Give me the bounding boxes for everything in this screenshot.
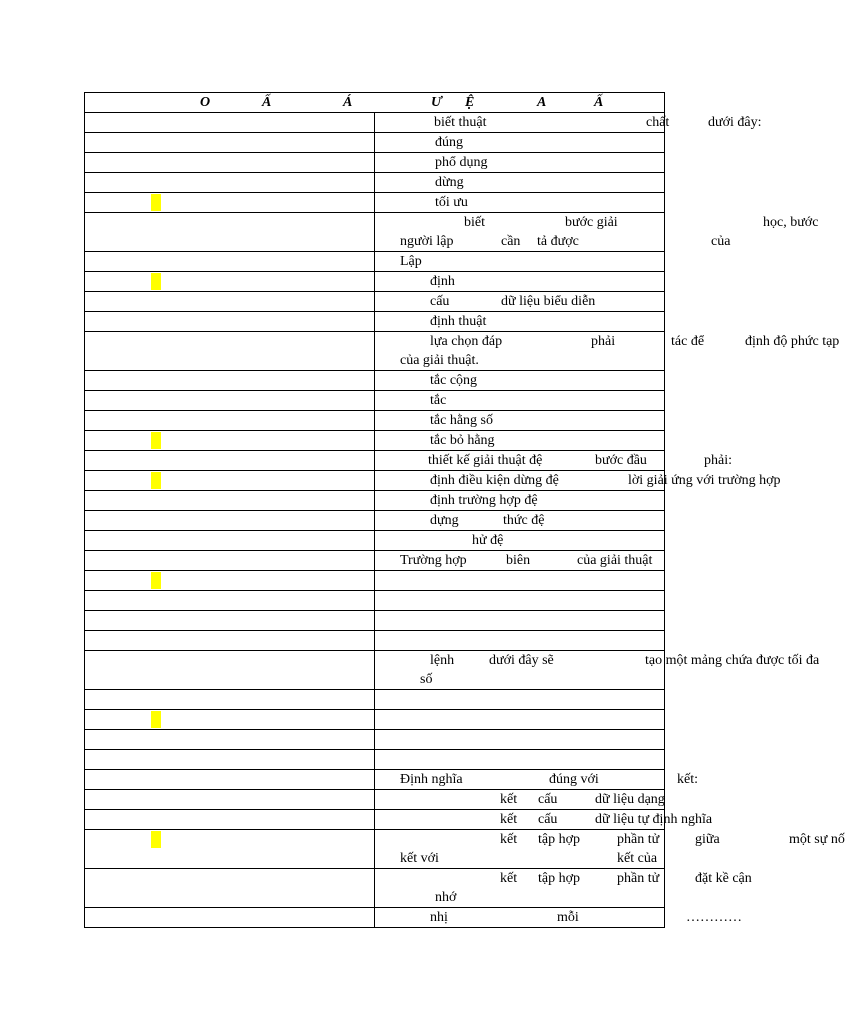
text-line (375, 810, 713, 829)
answer-key-cell (85, 272, 375, 292)
answer-key-cell (85, 332, 375, 371)
question-text-cell (375, 810, 713, 830)
question-row (85, 371, 665, 391)
answer-key-cell (85, 531, 375, 551)
answer-key-cell (85, 292, 375, 312)
question-row (85, 431, 665, 451)
answer-key-cell (85, 391, 375, 411)
text-line (375, 790, 664, 809)
question-text-cell (375, 471, 781, 491)
text-line (375, 611, 664, 630)
text-fragment: định trường hợp đệ (430, 493, 538, 508)
question-text-cell (375, 511, 665, 531)
text-fragment: biết thuật (434, 115, 487, 130)
text-line (375, 730, 664, 749)
text-fragment: tắc cộng (430, 373, 478, 388)
question-row (85, 690, 665, 710)
text-fragment: ………… (686, 910, 742, 925)
text-line (375, 173, 664, 192)
text-line (375, 292, 664, 311)
text-fragment: đúng với (549, 772, 599, 787)
answer-key-cell (85, 173, 375, 193)
text-fragment: kết: (677, 772, 698, 787)
text-line (375, 312, 664, 331)
text-fragment: Trường hợp (400, 553, 467, 568)
answer-key-cell (85, 690, 375, 710)
question-row (85, 730, 665, 750)
header-title-fragment: A (537, 95, 547, 110)
question-row (85, 113, 665, 133)
text-fragment: cấu (538, 792, 558, 807)
text-fragment: lệnh (430, 653, 455, 668)
text-fragment: tập hợp (538, 871, 581, 886)
answer-highlight-marker (151, 273, 161, 290)
answer-table (84, 92, 845, 928)
text-line (375, 431, 664, 450)
text-line (375, 471, 781, 490)
answer-key-cell (85, 431, 375, 451)
question-row (85, 770, 665, 790)
text-fragment: thiết kế giải thuật đệ (428, 453, 543, 468)
question-row (85, 312, 665, 332)
text-line (375, 551, 664, 570)
question-text-cell (375, 431, 665, 451)
text-line (375, 252, 664, 271)
answer-highlight-marker (151, 831, 161, 848)
text-fragment: tắc hằng số (430, 413, 493, 428)
text-fragment: Lập (400, 254, 422, 269)
text-fragment: một sự nố (789, 832, 845, 847)
text-line (375, 531, 664, 550)
question-text-cell (375, 332, 840, 371)
text-line (375, 849, 664, 868)
text-fragment: thức đệ (503, 513, 545, 528)
text-fragment: tập hợp (538, 832, 581, 847)
question-row (85, 471, 665, 491)
answer-highlight-marker (151, 472, 161, 489)
text-fragment: định độ phức tạp (745, 334, 840, 349)
answer-key-cell (85, 810, 375, 830)
question-text-cell (375, 411, 665, 431)
text-fragment: người lập (400, 234, 454, 249)
question-row (85, 292, 665, 312)
question-text-cell (375, 193, 665, 213)
text-fragment: cấu (430, 294, 450, 309)
question-text-cell (375, 113, 762, 133)
text-fragment: bước đầu (595, 453, 647, 468)
question-row (85, 411, 665, 431)
question-row (85, 511, 665, 531)
answer-highlight-marker (151, 711, 161, 728)
text-fragment: chất (646, 115, 670, 130)
question-text-cell (375, 750, 665, 770)
question-row (85, 173, 665, 193)
question-text-cell (375, 213, 819, 252)
answer-key-cell (85, 312, 375, 332)
text-fragment: kết (500, 792, 518, 807)
text-fragment: nhị (430, 910, 448, 925)
question-text-cell (375, 173, 665, 193)
text-line (375, 351, 664, 370)
text-fragment: của giải thuật (577, 553, 653, 568)
question-row (85, 332, 665, 371)
question-row (85, 213, 665, 252)
text-fragment: kết của (617, 851, 658, 866)
question-text-cell (375, 830, 845, 869)
answer-key-cell (85, 790, 375, 810)
text-line (375, 133, 664, 152)
answer-key-cell (85, 511, 375, 531)
question-row (85, 651, 665, 690)
question-row (85, 750, 665, 770)
header-title-fragment: Ấ (262, 95, 272, 110)
answer-key-cell (85, 411, 375, 431)
text-fragment: bước giải (565, 215, 618, 230)
text-line (375, 451, 732, 470)
question-row (85, 611, 665, 631)
text-line (375, 371, 664, 390)
text-fragment: tạo một mảng chứa được tối đa (645, 653, 820, 668)
question-text-cell (375, 312, 665, 332)
text-fragment: tắc (430, 393, 447, 408)
text-fragment: tắc bỏ hằng (430, 433, 495, 448)
answer-key-cell (85, 371, 375, 391)
text-fragment: dựng (430, 513, 459, 528)
text-line (375, 113, 762, 132)
answer-key-cell (85, 491, 375, 511)
question-text-cell (375, 252, 665, 272)
text-line (375, 332, 840, 351)
text-line (375, 591, 664, 610)
answer-key-cell (85, 869, 375, 908)
text-fragment: dữ liệu dạng (595, 792, 665, 807)
answer-key-cell (85, 193, 375, 213)
question-row (85, 571, 665, 591)
text-fragment: của giải thuật. (400, 353, 479, 368)
text-line (375, 153, 664, 172)
header-title-fragment: Á (343, 95, 353, 110)
header-title-fragment: Ấ (594, 95, 604, 110)
answer-highlight-marker (151, 572, 161, 589)
answer-key-cell (85, 750, 375, 770)
text-fragment: phần tử (617, 832, 660, 847)
text-fragment: học, bước (763, 215, 819, 230)
question-text-cell (375, 631, 665, 651)
text-fragment: giữa (695, 832, 720, 847)
question-row (85, 133, 665, 153)
question-row (85, 252, 665, 272)
text-fragment: lựa chọn đáp (430, 334, 503, 349)
text-fragment: dừng (435, 175, 464, 190)
answer-key-cell (85, 611, 375, 631)
question-text-cell (375, 451, 732, 471)
question-text-cell (375, 710, 665, 730)
answer-key-cell (85, 153, 375, 173)
text-fragment: định thuật (430, 314, 487, 329)
answer-key-cell (85, 710, 375, 730)
text-fragment: Định nghĩa (400, 772, 463, 787)
question-row (85, 491, 665, 511)
text-fragment: biên (506, 553, 531, 568)
question-text-cell (375, 491, 665, 511)
text-line (375, 690, 664, 709)
question-row (85, 153, 665, 173)
text-fragment: cần (501, 234, 521, 249)
text-line (375, 391, 664, 410)
question-row (85, 830, 665, 869)
text-fragment: kết với (400, 851, 439, 866)
question-text-cell (375, 391, 665, 411)
text-line (375, 750, 664, 769)
header-row (85, 93, 665, 113)
text-line (375, 710, 664, 729)
text-line (375, 908, 742, 927)
text-fragment: biết (464, 215, 485, 230)
question-row (85, 391, 665, 411)
question-text-cell (375, 153, 665, 173)
text-fragment: của (711, 234, 731, 249)
header-title-fragment: Ư (431, 95, 442, 110)
text-line (375, 571, 664, 590)
text-fragment: mỗi (557, 910, 579, 925)
text-fragment: kết (500, 871, 518, 886)
question-row (85, 810, 665, 830)
answer-key-cell (85, 252, 375, 272)
answer-highlight-marker (151, 432, 161, 449)
answer-key-cell (85, 730, 375, 750)
text-fragment: phải: (704, 453, 732, 468)
question-row (85, 272, 665, 292)
text-fragment: tối ưu (435, 195, 468, 210)
question-text-cell (375, 730, 665, 750)
text-fragment: hử đệ (472, 533, 504, 548)
text-line (375, 491, 664, 510)
question-text-cell (375, 531, 665, 551)
answer-key-cell (85, 651, 375, 690)
header-title-fragment: Ệ (465, 95, 475, 110)
answer-key-cell (85, 631, 375, 651)
answer-key-cell (85, 591, 375, 611)
text-line (375, 232, 731, 251)
text-fragment: nhớ (435, 890, 457, 905)
text-line (375, 770, 698, 789)
question-row (85, 790, 665, 810)
text-fragment: đúng (435, 135, 463, 150)
question-text-cell (375, 611, 665, 631)
question-text-cell (375, 908, 742, 928)
answer-key-cell (85, 830, 375, 869)
text-line (375, 830, 845, 849)
text-fragment: dưới đây: (708, 115, 762, 130)
answer-key-cell (85, 908, 375, 928)
text-fragment: tả được (537, 234, 579, 249)
text-line (375, 888, 664, 907)
question-text-cell (375, 591, 665, 611)
text-fragment: định điều kiện dừng đệ (430, 473, 559, 488)
text-line (375, 213, 819, 232)
text-line (375, 670, 664, 689)
question-text-cell (375, 651, 820, 690)
text-line (375, 511, 664, 530)
text-fragment: lời giải ứng với trường hợp (628, 473, 781, 488)
answer-key-cell (85, 770, 375, 790)
text-fragment: số (420, 672, 433, 687)
question-row (85, 551, 665, 571)
question-text-cell (375, 551, 665, 571)
text-fragment: đặt kề cận (695, 871, 752, 886)
text-fragment: cấu (538, 812, 558, 827)
question-text-cell (375, 292, 665, 312)
text-fragment: dưới đây sẽ (489, 653, 554, 668)
answer-key-cell (85, 451, 375, 471)
text-fragment: phần tử (617, 871, 660, 886)
question-row (85, 869, 665, 908)
question-row (85, 193, 665, 213)
question-sheet (84, 92, 845, 928)
text-line (375, 193, 664, 212)
text-fragment: phổ dụng (435, 155, 488, 170)
text-fragment: dữ liệu tự định nghĩa (595, 812, 713, 827)
question-text-cell (375, 770, 698, 790)
header-title-cell (85, 93, 665, 113)
question-text-cell (375, 133, 665, 153)
text-line (375, 651, 820, 670)
text-fragment: phải (591, 334, 616, 349)
question-row (85, 710, 665, 730)
header-title-fragment: O (200, 95, 211, 110)
question-text-cell (375, 690, 665, 710)
question-row (85, 451, 665, 471)
answer-key-cell (85, 213, 375, 252)
question-row (85, 631, 665, 651)
answer-key-cell (85, 133, 375, 153)
answer-highlight-marker (151, 194, 161, 211)
text-fragment: kết (500, 812, 518, 827)
question-text-cell (375, 371, 665, 391)
answer-key-cell (85, 113, 375, 133)
question-row (85, 531, 665, 551)
answer-key-cell (85, 571, 375, 591)
text-fragment: tác để (671, 334, 705, 349)
text-line (375, 272, 664, 291)
question-text-cell (375, 790, 665, 810)
answer-key-cell (85, 551, 375, 571)
text-fragment: kết (500, 832, 518, 847)
question-text-cell (375, 571, 665, 591)
text-fragment: dữ liệu biểu diễn (501, 294, 596, 309)
text-line (375, 411, 664, 430)
text-line (375, 869, 752, 888)
question-row (85, 591, 665, 611)
question-text-cell (375, 869, 752, 908)
question-row (85, 908, 665, 928)
question-text-cell (375, 272, 665, 292)
text-line (375, 631, 664, 650)
text-fragment: định (430, 274, 455, 289)
answer-key-cell (85, 471, 375, 491)
